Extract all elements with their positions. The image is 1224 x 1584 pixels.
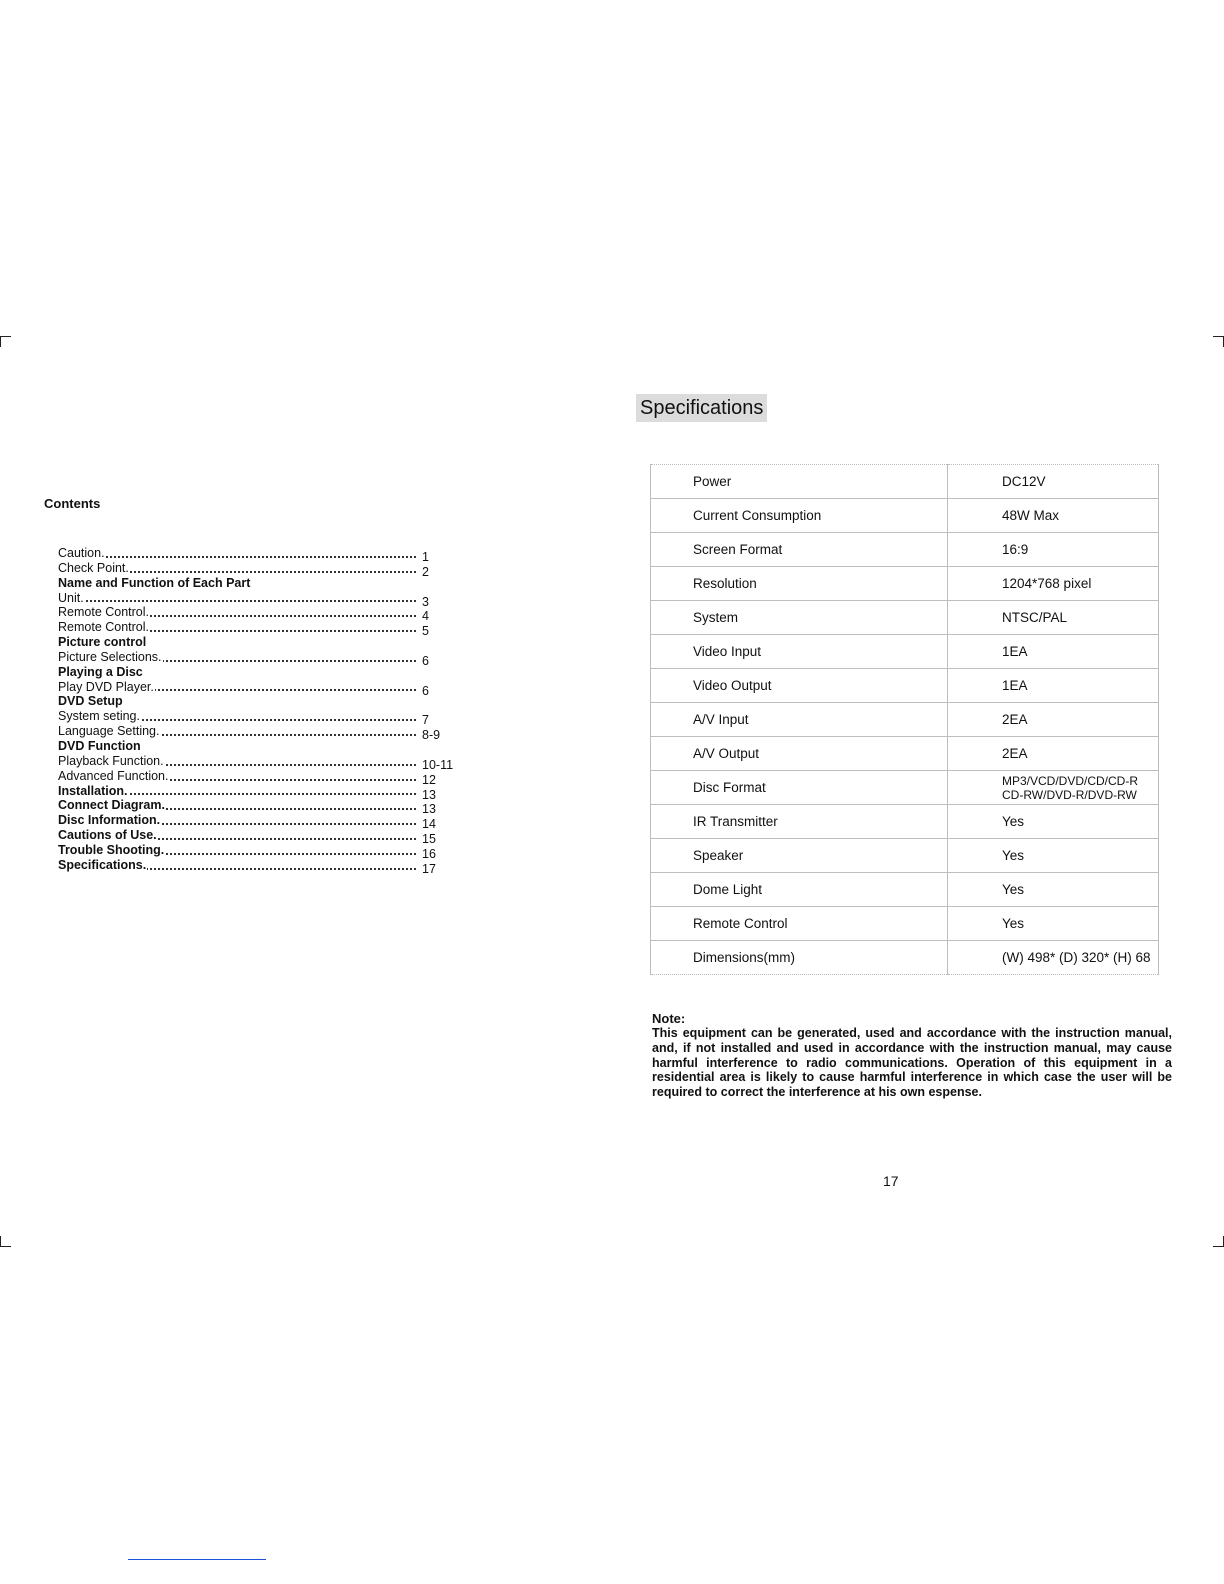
spec-value: Yes [948,873,1159,907]
spec-row [651,669,1159,703]
toc-item [58,768,468,787]
toc-item [58,649,468,668]
spec-label: Resolution [651,567,948,601]
toc-item-page: 6 [422,653,429,668]
spec-value: 1EA [948,669,1159,703]
toc-item-page: 5 [422,624,429,639]
toc-item [58,694,468,709]
spec-value: 1EA [948,635,1159,669]
specifications-table [650,464,1159,975]
spec-row [651,941,1159,975]
toc-item-page: 6 [422,683,429,698]
toc-item-text: DVD Setup [58,694,123,709]
toc-item-text: Trouble Shooting. [58,842,165,857]
spec-label: A/V Output [651,737,948,771]
toc-item-page: 14 [422,817,436,832]
note-text: This equipment can be generated, used and accordance with the instruction manual, and, if not installed and used in accordance with the instruction manual, may cause harmful interference to radio communications. Operation of this equipment in a residential area is likely to cause harmful interference in which case the user will be required to correct the interference at his own espense. [652,1026,1172,1100]
note-title: Note: [652,1011,686,1026]
spec-label: Disc Format [651,771,948,805]
spec-row [651,873,1159,907]
spec-value: 16:9 [948,533,1159,567]
spec-value: 1204*768 pixel [948,567,1159,601]
spec-value: MP3/VCD/DVD/CD/CD-R CD-RW/DVD-R/DVD-RW [948,771,1159,805]
toc-item-text: Picture Selections. [58,649,162,664]
toc-item [58,679,468,698]
toc-item [58,724,468,743]
spec-value: NTSC/PAL [948,601,1159,635]
toc-item [58,605,468,624]
spec-value: 48W Max [948,499,1159,533]
toc-item-text: Unit. [58,590,84,605]
spec-value: Yes [948,839,1159,873]
spec-row [651,839,1159,873]
toc-item [58,590,468,609]
toc-item-page: 4 [422,609,429,624]
toc-item [58,798,468,817]
toc-item [58,665,468,680]
spec-row [651,499,1159,533]
spec-label: Power [651,465,948,499]
specifications-title: Specifications [636,394,767,422]
spec-label: A/V Input [651,703,948,737]
toc-item-page: 13 [422,787,436,802]
spec-label: Dimensions(mm) [651,941,948,975]
spec-row [651,907,1159,941]
toc-item [58,828,468,847]
spec-label: Remote Control [651,907,948,941]
toc-item-text: Name and Function of Each Part [58,575,251,590]
spec-row [651,465,1159,499]
spec-label: System [651,601,948,635]
toc-item-text: System seting. [58,709,140,724]
spec-row [651,635,1159,669]
spec-row [651,771,1159,805]
spec-value: Yes [948,907,1159,941]
toc-item-page: 13 [422,802,436,817]
toc-item-text: Caution. [58,546,105,560]
toc-item [58,783,468,802]
spec-label: Speaker [651,839,948,873]
crop-mark-bottom-left [0,1236,11,1247]
toc-item-text: Specifications. [58,857,147,872]
spec-row [651,601,1159,635]
contents-title: Contents [44,496,101,511]
toc-item-page: 16 [422,846,436,861]
toc-item [58,709,468,728]
spec-row [651,737,1159,771]
toc-item [58,857,468,876]
spec-label: IR Transmitter [651,805,948,839]
spec-row [651,805,1159,839]
spec-row [651,703,1159,737]
toc-item [58,576,468,591]
toc-item-text: Playing a Disc [58,664,143,679]
toc-item-text: Disc Information. [58,813,161,828]
spec-value: 2EA [948,703,1159,737]
spec-value: DC12V [948,465,1159,499]
toc-item-text: Language Setting. [58,724,160,739]
toc-item-page: 3 [422,594,429,609]
toc-item-text: Play DVD Player. [58,679,154,694]
spec-value: 2EA [948,737,1159,771]
toc-item [58,739,468,754]
toc-item-text: Installation. [58,783,128,798]
spec-label: Screen Format [651,533,948,567]
page-number: 17 [883,1173,899,1189]
toc-item-text: Remote Control. [58,620,150,635]
toc-item-page: 8-9 [422,728,441,743]
toc-item-page: 7 [422,713,429,728]
toc-item-page: 2 [422,564,429,579]
toc-item [58,842,468,861]
table-of-contents [58,546,468,876]
toc-item-text: Cautions of Use. [58,828,157,843]
spec-label: Current Consumption [651,499,948,533]
toc-item-page: 1 [422,550,429,564]
toc-item [58,546,468,564]
crop-mark-bottom-right [1213,1236,1224,1247]
toc-item [58,813,468,832]
toc-item-text: Picture control [58,635,147,650]
toc-item [58,635,468,650]
toc-item-text: Connect Diagram. [58,798,165,813]
toc-item-text: Check Point. [58,560,129,575]
spec-value: Yes [948,805,1159,839]
link-underline [128,1559,266,1560]
toc-item [58,753,468,772]
spec-label: Video Output [651,669,948,703]
toc-item [58,560,468,579]
crop-mark-top-left [0,336,11,347]
toc-item-page: 12 [422,772,436,787]
spec-value: (W) 498* (D) 320* (H) 68 [948,941,1159,975]
toc-item [58,620,468,639]
toc-item-text: Remote Control. [58,605,150,620]
spec-label: Dome Light [651,873,948,907]
spec-label: Video Input [651,635,948,669]
toc-item-text: Advanced Function. [58,768,169,783]
spec-row [651,533,1159,567]
toc-item-page: 15 [422,832,436,847]
toc-item-page: 17 [422,861,436,876]
toc-item-text: Playback Function. [58,753,164,768]
toc-item-page: 10-11 [422,757,454,772]
spec-row [651,567,1159,601]
crop-mark-top-right [1213,336,1224,347]
toc-item-text: DVD Function [58,738,141,753]
